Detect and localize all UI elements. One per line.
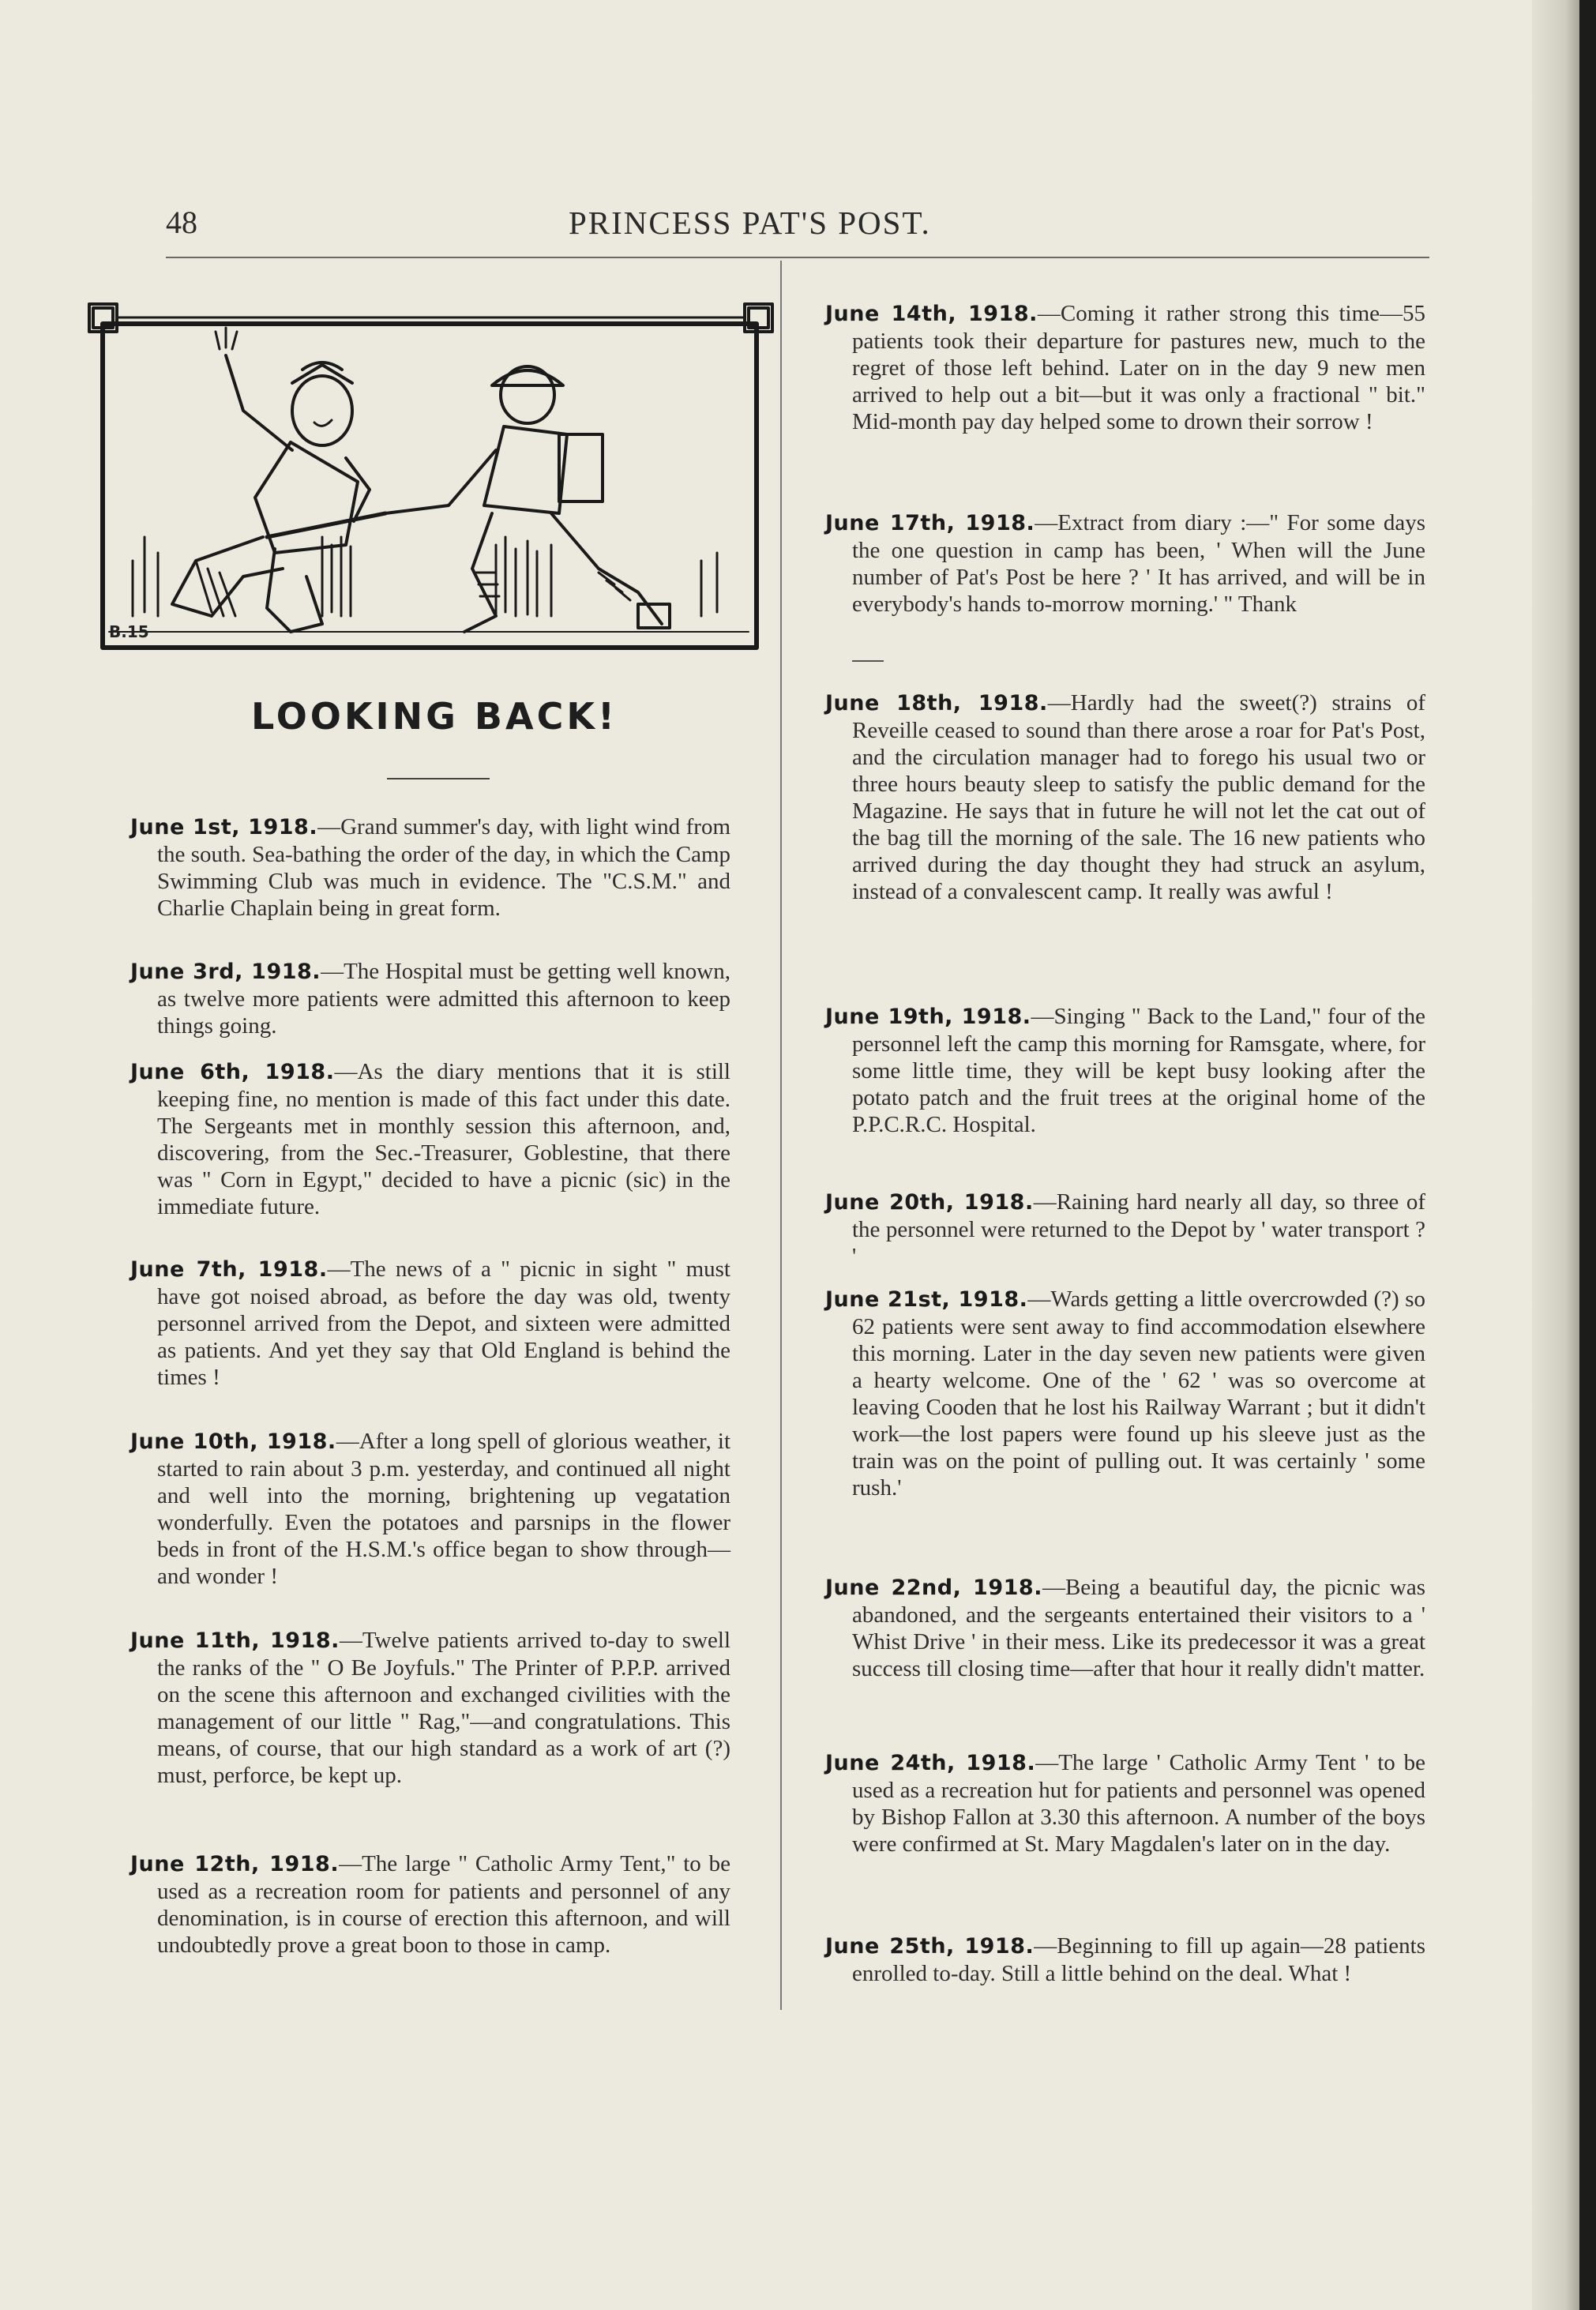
diary-entry — [130, 813, 730, 922]
entry-date: June 7th, 1918. — [130, 1257, 328, 1282]
diary-entry — [825, 689, 1425, 905]
entry-text: —Singing " Back to the Land," four of the personnel left the camp this morning for Ramsgate, where, for some little time, they will be kept busy looking after the potato patch and the fruit trees at the original home of the P.P.C.R.C. Hospital. — [852, 1004, 1425, 1137]
entry-text: —The Hospital must be getting well known, as twelve more patients were admitted this afternoon to keep things going. — [157, 959, 730, 1039]
illustration-signature: B.15 — [109, 622, 149, 641]
entry-text: —As the diary mentions that it is still keeping fine, no mention is made of this fact under this date. The Sergeants met in monthly session this afternoon, and, discovering, from the Sec.-Treasurer, Goblestine, that there was " Corn in Egypt," decided to have a picnic (sic) in the immediate future. — [157, 1059, 730, 1219]
diary-entry — [825, 1189, 1425, 1270]
diary-entry — [130, 958, 730, 1039]
entry-date: June 17th, 1918. — [825, 511, 1035, 535]
entry-text: —Extract from diary :—" For some days the one question in camp has been, ' When will the June number of Pat's Post be here ? ' It has arrived, and will be in everybody's hands to-morrow morning.' " Thank — [852, 510, 1425, 617]
entry-date: June 10th, 1918. — [130, 1429, 336, 1454]
entry-text: —Coming it rather strong this time—55 patients took their departure for pastures new, much to the regret of those left behind. Later on in the day 9 new men arrived to help out a bit—but it was only a fractional " bit." Mid-month pay day helped some to drown their sorrow ! — [852, 301, 1425, 434]
diary-entry — [825, 1933, 1425, 1987]
diary-entry — [825, 1286, 1425, 1501]
section-dash — [852, 660, 884, 662]
cartoon-soldier-poking-patient-icon — [85, 300, 776, 655]
entry-date: June 14th, 1918. — [825, 302, 1038, 326]
entry-text: —Twelve patients arrived to-day to swell the ranks of the " O Be Joyfuls." The Printer of P.P.P. arrived on the scene this afternoon and exchanged civilities with the management of our little " Rag,"—and congratulations. This means, of course, that our high standard as a work of art (?) must, perforce, be kept up. — [157, 1628, 730, 1788]
entry-date: June 3rd, 1918. — [130, 960, 321, 984]
entry-text: —The news of a " picnic in sight " must have got noised abroad, as before the day was old, twenty personnel arrived from the Depot, and sixteen were admitted as patients. And yet they say that Old England is behind the times ! — [157, 1256, 730, 1390]
diary-entry — [825, 1003, 1425, 1138]
diary-entry — [825, 1574, 1425, 1682]
entry-date: June 1st, 1918. — [130, 815, 318, 839]
entry-text: —Wards getting a little overcrowded (?) so 62 patients were sent away to find accommodation elsewhere this morning. Later in the day seven new patients were given a hearty welcome. One of the ' 62 ' was so overcome at leaving Cooden that he lost his Railway Warrant ; but it didn't work—the lost papers were found up his sleeve just as the train was on the point of pulling out. It was certainly ' some rush.' — [852, 1286, 1426, 1501]
title-rule — [387, 778, 490, 779]
diary-entry — [130, 1256, 730, 1391]
entry-date: June 11th, 1918. — [130, 1628, 340, 1653]
entry-text: —After a long spell of glorious weather, it started to rain about 3 p.m. yesterday, and continued all night and well into the morning, brightening up vegatation wonderfully. Even the potatoes and parsnips in the flower beds in front of the H.S.M.'s office began to show through—and wonder ! — [157, 1429, 731, 1589]
diary-entry — [825, 1749, 1425, 1857]
entry-text: —The large ' Catholic Army Tent ' to be used as a recreation hut for patients and personnel was opened by Bishop Fallon at 3.30 this afternoon. A number of the boys were confirmed at St. Mary Magdalen's later on in the day. — [852, 1750, 1426, 1857]
page-header — [166, 204, 1429, 243]
page-number: 48 — [166, 205, 197, 240]
entry-date: June 22nd, 1918. — [825, 1576, 1042, 1600]
entry-date: June 12th, 1918. — [130, 1852, 340, 1876]
entry-date: June 20th, 1918. — [825, 1190, 1034, 1215]
entry-text: —Being a beautiful day, the picnic was abandoned, and the sergeants entertained their visitors to a ' Whist Drive ' in their mess. Like its predecessor it was a great success till closing time—after that hour it really didn't matter. — [852, 1575, 1425, 1681]
column-divider — [780, 261, 782, 2010]
diary-entry — [130, 1058, 730, 1220]
article-title: LOOKING BACK! — [251, 695, 618, 738]
entry-text: —Raining hard nearly all day, so three of the personnel were returned to the Depot by ' water transport ? ' — [852, 1189, 1425, 1269]
entry-date: June 19th, 1918. — [825, 1005, 1031, 1029]
entry-text: —Hardly had the sweet(?) strains of Reveille ceased to sound than there arose a roar for Pat's Post, and the circulation manager had to forego his usual two or three hours beauty sleep to satisfy the public demand for the Magazine. He says that in future he will not let the cat out of the bag till the morning of the sale. The 16 new patients who arrived during the day thought they had struck an asylum, instead of a convalescent camp. It really was awful ! — [852, 690, 1425, 904]
diary-entry — [130, 1627, 730, 1789]
entry-date: June 18th, 1918. — [825, 691, 1048, 716]
page-edge-shadow — [1532, 0, 1579, 2310]
diary-entry — [825, 300, 1425, 435]
diary-entry — [130, 1850, 730, 1959]
entry-text: —Beginning to fill up again—28 patients enrolled to-day. Still a little behind on the deal. What ! — [852, 1933, 1426, 1986]
entry-text: —Grand summer's day, with light wind from the south. Sea-bathing the order of the day, in which the Camp Swimming Club was much in evidence. The "C.S.M." and Charlie Chaplain being in great form. — [157, 814, 731, 921]
entry-date: June 21st, 1918. — [825, 1287, 1028, 1312]
diary-entry — [825, 509, 1425, 618]
diary-entry — [130, 1428, 730, 1590]
entry-date: June 24th, 1918. — [825, 1751, 1036, 1775]
running-title: PRINCESS PAT'S POST. — [569, 205, 931, 241]
entry-date: June 25th, 1918. — [825, 1934, 1035, 1959]
entry-date: June 6th, 1918. — [130, 1060, 335, 1084]
header-rule — [166, 257, 1429, 258]
entry-text: —The large " Catholic Army Tent," to be used as a recreation room for patients and personnel of any denomination, is in course of erection this afternoon, and will undoubtedly prove a great boon to those in camp. — [157, 1851, 730, 1958]
cartoon-illustration — [85, 300, 776, 655]
